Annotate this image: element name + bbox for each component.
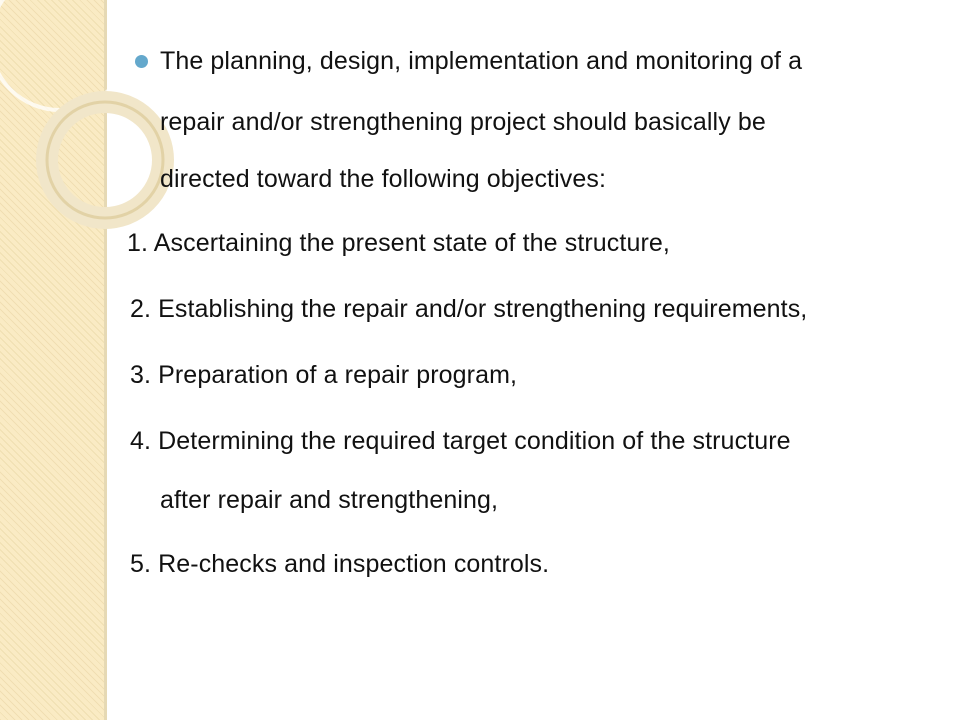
intro-line-3: directed toward the following objectives: [160, 165, 607, 193]
intro-line-2: repair and/or strengthening project should basically be [160, 108, 766, 136]
list-item-1 [127, 228, 670, 258]
list-item-3 [130, 360, 517, 390]
list-item-5 [130, 549, 549, 579]
list-item-text: Re-checks and inspection controls. [158, 550, 550, 578]
intro-line-1: The planning, design, implementation and monitoring of a [160, 47, 803, 75]
list-item-number: 5. [130, 550, 152, 578]
list-item-number: 4. [130, 427, 152, 455]
list-item-2 [130, 294, 807, 324]
list-item-text: Determining the required target condition of the structure [158, 427, 791, 455]
list-item-number: 2. [130, 295, 152, 323]
list-item-text: Establishing the repair and/or strengthening requirements, [158, 295, 808, 323]
list-item-text: Ascertaining the present state of the structure, [153, 229, 670, 257]
list-item-number: 1. [127, 229, 149, 257]
list-item-text: Preparation of a repair program, [158, 361, 518, 389]
bullet-icon [135, 55, 148, 68]
list-item-number: 3. [130, 361, 152, 389]
list-item-4-continuation: after repair and strengthening, [160, 486, 499, 514]
list-item-4 [130, 426, 791, 456]
